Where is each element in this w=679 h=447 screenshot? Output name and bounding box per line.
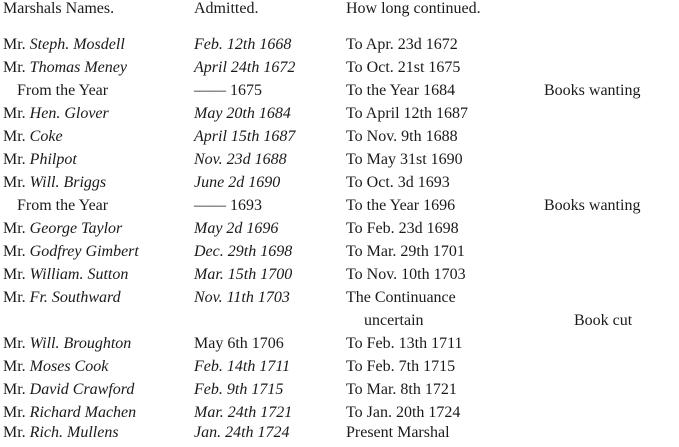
admitted-date: Feb. 14th 1711 — [194, 358, 291, 375]
marshal-name: Mr. Rich. Mullens — [3, 424, 119, 441]
admitted-date: —— 1675 — [194, 82, 262, 99]
marshal-name: Mr. Fr. Southward — [3, 289, 121, 306]
marshal-name: Mr. Will. Briggs — [3, 174, 107, 191]
continued-until: To Mar. 29th 1701 — [346, 243, 465, 260]
header-admitted: Admitted. — [194, 0, 259, 17]
marshal-name: Mr. Thomas Meney — [3, 59, 127, 76]
continued-until: To Nov. 9th 1688 — [346, 128, 458, 145]
table-row — [0, 289, 679, 312]
note: Books wanting — [544, 82, 641, 99]
admitted-date: Mar. 24th 1721 — [194, 404, 293, 421]
marshal-name: From the Year — [17, 197, 109, 214]
admitted-date: May 6th 1706 — [194, 335, 284, 352]
table-row — [0, 358, 679, 381]
admitted-date: June 2d 1690 — [194, 174, 281, 191]
continued-until: To the Year 1696 — [346, 197, 456, 214]
continued-until: To Feb. 7th 1715 — [346, 358, 456, 375]
continued-until: The Continuance — [346, 289, 456, 306]
continued-until: To Feb. 23d 1698 — [346, 220, 459, 237]
continued-until: uncertain — [364, 312, 424, 329]
marshal-name: Mr. Philpot — [3, 151, 77, 168]
admitted-date: Nov. 23d 1688 — [194, 151, 287, 168]
continued-until: Present Marshal — [346, 424, 450, 441]
header-names: Marshals Names. — [3, 0, 115, 17]
marshal-name: Mr. Godfrey Gimbert — [3, 243, 139, 260]
continued-until: To Jan. 20th 1724 — [346, 404, 461, 421]
admitted-date: May 20th 1684 — [194, 105, 291, 122]
table-row — [0, 220, 679, 243]
continued-until: To Oct. 21st 1675 — [346, 59, 461, 76]
marshal-name: Mr. William. Sutton — [3, 266, 129, 283]
admitted-date: Mar. 15th 1700 — [194, 266, 293, 283]
table-row — [0, 243, 679, 266]
continued-until: To Mar. 8th 1721 — [346, 381, 457, 398]
admitted-date: Jan. 24th 1724 — [194, 424, 290, 441]
admitted-date: Dec. 29th 1698 — [194, 243, 293, 260]
admitted-date: April 24th 1672 — [194, 59, 296, 76]
marshal-name: Mr. Will. Broughton — [3, 335, 132, 352]
marshal-name: Mr. Hen. Glover — [3, 105, 109, 122]
note: Books wanting — [544, 197, 641, 214]
note: Book cut — [574, 312, 633, 329]
table-row — [0, 105, 679, 128]
continued-until: To Nov. 10th 1703 — [346, 266, 466, 283]
marshal-name: Mr. Richard Machen — [3, 404, 137, 421]
table-row — [0, 151, 679, 174]
marshal-name: Mr. George Taylor — [3, 220, 123, 237]
marshal-name: From the Year — [17, 82, 109, 99]
header-continued: How long continued. — [346, 0, 481, 17]
admitted-date: April 15th 1687 — [194, 128, 296, 145]
admitted-date: —— 1693 — [194, 197, 262, 214]
table-row — [0, 36, 679, 59]
continued-until: To the Year 1684 — [346, 82, 456, 99]
continued-until: To Oct. 3d 1693 — [346, 174, 450, 191]
table-row — [0, 266, 679, 289]
table-row — [0, 335, 679, 358]
continued-until: To May 31st 1690 — [346, 151, 463, 168]
table-row — [0, 174, 679, 197]
table-row — [0, 59, 679, 82]
admitted-date: Nov. 11th 1703 — [194, 289, 290, 306]
admitted-date: May 2d 1696 — [194, 220, 279, 237]
table-row — [0, 312, 679, 335]
admitted-date: Feb. 12th 1668 — [194, 36, 292, 53]
continued-until: To Apr. 23d 1672 — [346, 36, 458, 53]
admitted-date: Feb. 9th 1715 — [194, 381, 284, 398]
table-row — [0, 128, 679, 151]
marshal-name: Mr. David Crawford — [3, 381, 135, 398]
marshal-name: Mr. Moses Cook — [3, 358, 109, 375]
continued-until: To Feb. 13th 1711 — [346, 335, 463, 352]
continued-until: To April 12th 1687 — [346, 105, 468, 122]
table-row — [0, 197, 679, 220]
table-row — [0, 82, 679, 105]
marshal-name: Mr. Coke — [3, 128, 63, 145]
table-row — [0, 381, 679, 404]
marshal-name: Mr. Steph. Mosdell — [3, 36, 125, 53]
